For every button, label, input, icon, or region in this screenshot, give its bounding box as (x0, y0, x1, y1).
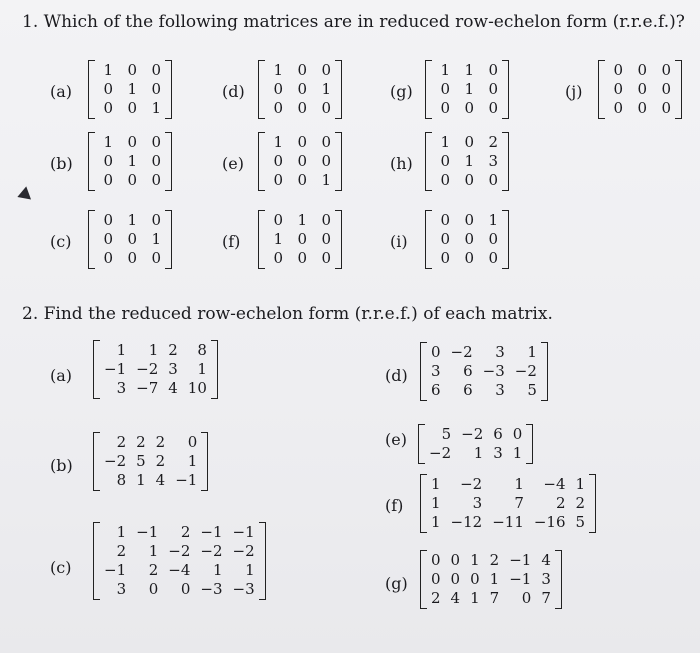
matrix-entry: 0 (321, 230, 331, 248)
matrix-entry: 2 (168, 341, 178, 359)
matrix-entry: 0 (127, 133, 137, 151)
matrix-entry: 2 (180, 523, 191, 541)
matrix-entry: 0 (661, 80, 671, 98)
matrix-entry: 0 (440, 230, 450, 248)
matrix-entry: 0 (440, 99, 450, 117)
matrix-entry: 1 (440, 133, 450, 151)
matrix-entry: 0 (297, 61, 307, 79)
matrix-entry: 0 (321, 99, 331, 117)
q2-matrix-d (420, 342, 548, 401)
q1-label-e: (e) (222, 154, 244, 173)
matrix-entry: 7 (514, 494, 524, 512)
matrix-entry: −2 (200, 542, 223, 560)
matrix-entry: −1 (509, 570, 532, 588)
matrix-entry: 2 (555, 494, 566, 512)
matrix-entry: 1 (470, 589, 480, 607)
matrix-entry: −2 (460, 475, 483, 493)
matrix-entry: 8 (116, 471, 127, 489)
matrix-entry: 1 (488, 211, 498, 229)
matrix-entry: 5 (136, 452, 146, 470)
matrix-entry: 0 (512, 425, 523, 443)
q1-label-i: (i) (390, 232, 408, 251)
q1-matrix-e (258, 132, 342, 191)
matrix-entry: 6 (493, 425, 503, 443)
matrix-entry: 0 (297, 230, 307, 248)
q2-matrix-a (93, 340, 218, 399)
matrix-entry: 0 (488, 99, 498, 117)
matrix-entry: 0 (148, 580, 159, 598)
q2-matrix-b (93, 432, 208, 491)
matrix-entry: 1 (127, 80, 137, 98)
matrix-entry: 3 (488, 152, 498, 170)
matrix-entry: 10 (187, 379, 207, 397)
matrix-entry: 0 (151, 61, 161, 79)
matrix-entry: −2 (104, 452, 127, 470)
matrix-entry: 0 (521, 589, 532, 607)
matrix-entry: −3 (232, 580, 255, 598)
matrix-entry: 6 (463, 381, 473, 399)
matrix-entry: −2 (232, 542, 255, 560)
matrix-entry: 0 (464, 171, 474, 189)
matrix-entry: 0 (440, 171, 450, 189)
matrix-entry: −2 (461, 425, 484, 443)
q2-label-e: (e) (385, 430, 407, 449)
matrix-entry: −1 (175, 471, 198, 489)
matrix-entry: 1 (527, 343, 537, 361)
q1-label-h: (h) (390, 154, 413, 173)
matrix-entry: 1 (512, 444, 523, 462)
matrix-entry: 0 (431, 570, 441, 588)
matrix-entry: −2 (168, 542, 191, 560)
q1-matrix-h (425, 132, 509, 191)
matrix-entry: 1 (127, 152, 137, 170)
matrix-entry: 0 (613, 80, 623, 98)
matrix-entry: 1 (116, 523, 127, 541)
matrix-entry: 7 (541, 589, 551, 607)
q2-matrix-g (420, 550, 562, 609)
matrix-entry: 2 (488, 133, 498, 151)
matrix-entry: 2 (116, 542, 127, 560)
q1-label-c: (c) (50, 232, 72, 251)
matrix-entry: 0 (273, 171, 283, 189)
q2-label-f: (f) (385, 496, 404, 515)
matrix-entry: 6 (463, 362, 473, 380)
matrix-entry: 0 (637, 99, 647, 117)
matrix-entry: −7 (136, 379, 159, 397)
matrix-entry: 0 (464, 99, 474, 117)
matrix-entry: 1 (473, 444, 484, 462)
q1-matrix-i (425, 210, 509, 269)
matrix-entry: 4 (155, 471, 166, 489)
matrix-entry: 4 (450, 589, 461, 607)
matrix-entry: 1 (187, 452, 198, 470)
matrix-entry: −2 (136, 360, 159, 378)
matrix-entry: 0 (431, 551, 441, 569)
matrix-entry: 0 (440, 152, 450, 170)
matrix-entry: 0 (297, 80, 307, 98)
matrix-entry: 0 (297, 171, 307, 189)
question-1-title: 1. Which of the following matrices are in reduced row-echelon form (r.r.e.f.)? (22, 12, 685, 32)
matrix-entry: 3 (116, 580, 127, 598)
matrix-entry: 0 (127, 249, 137, 267)
matrix-entry: −3 (482, 362, 505, 380)
q2-label-b: (b) (50, 456, 73, 475)
matrix-entry: 0 (151, 80, 161, 98)
matrix-entry: −12 (450, 513, 483, 531)
matrix-entry: 0 (297, 249, 307, 267)
q1-matrix-b (88, 132, 172, 191)
matrix-entry: 0 (103, 80, 113, 98)
matrix-entry: 0 (103, 99, 113, 117)
matrix-entry: −1 (200, 523, 223, 541)
matrix-entry: 1 (470, 551, 480, 569)
matrix-entry: 0 (488, 171, 498, 189)
matrix-entry: 1 (197, 360, 207, 378)
matrix-entry: 0 (321, 211, 331, 229)
matrix-entry: 0 (464, 249, 474, 267)
matrix-entry: −4 (543, 475, 566, 493)
q2-label-d: (d) (385, 366, 408, 385)
matrix-entry: 0 (273, 152, 283, 170)
matrix-entry: 1 (440, 61, 450, 79)
matrix-entry: 0 (187, 433, 198, 451)
matrix-entry: 0 (151, 171, 161, 189)
matrix-entry: 0 (321, 133, 331, 151)
matrix-entry: 0 (151, 211, 161, 229)
q1-matrix-a (88, 60, 172, 119)
matrix-entry: 0 (431, 343, 441, 361)
matrix-entry: 1 (431, 475, 441, 493)
matrix-entry: 0 (297, 152, 307, 170)
matrix-entry: 0 (440, 249, 450, 267)
matrix-entry: 0 (103, 211, 113, 229)
matrix-entry: 1 (245, 561, 255, 579)
matrix-entry: 1 (575, 475, 586, 493)
matrix-entry: 1 (489, 570, 500, 588)
q1-label-d: (d) (222, 82, 245, 101)
matrix-entry: −2 (429, 444, 452, 462)
matrix-entry: 1 (464, 80, 474, 98)
matrix-entry: 0 (127, 171, 137, 189)
matrix-entry: −1 (509, 551, 532, 569)
matrix-entry: 3 (472, 494, 483, 512)
matrix-entry: 3 (495, 381, 505, 399)
matrix-entry: 0 (661, 61, 671, 79)
matrix-entry: 2 (155, 452, 166, 470)
matrix-entry: 0 (297, 133, 307, 151)
matrix-entry: 0 (613, 99, 623, 117)
matrix-entry: 2 (116, 433, 127, 451)
matrix-entry: 0 (464, 133, 474, 151)
matrix-entry: 0 (488, 80, 498, 98)
matrix-entry: 1 (103, 61, 113, 79)
q1-matrix-f (258, 210, 342, 269)
matrix-entry: 0 (440, 211, 450, 229)
q2-matrix-c (93, 522, 266, 600)
matrix-entry: 0 (488, 61, 498, 79)
matrix-entry: 0 (440, 80, 450, 98)
matrix-entry: 3 (493, 444, 503, 462)
matrix-entry: 0 (273, 211, 283, 229)
matrix-entry: 0 (273, 99, 283, 117)
matrix-entry: 1 (151, 99, 161, 117)
matrix-entry: 0 (127, 99, 137, 117)
q1-label-a: (a) (50, 82, 73, 101)
q2-label-a: (a) (50, 366, 73, 385)
q2-matrix-f (420, 474, 596, 533)
matrix-entry: 1 (151, 230, 161, 248)
matrix-entry: 0 (450, 570, 461, 588)
matrix-entry: 0 (103, 152, 113, 170)
matrix-entry: 0 (450, 551, 461, 569)
matrix-entry: 1 (514, 475, 524, 493)
matrix-entry: 0 (273, 80, 283, 98)
matrix-entry: 2 (431, 589, 441, 607)
matrix-entry: 0 (297, 99, 307, 117)
matrix-entry: 2 (136, 433, 146, 451)
q1-label-g: (g) (390, 82, 413, 101)
matrix-entry: 1 (273, 61, 283, 79)
matrix-entry: 0 (151, 152, 161, 170)
matrix-entry: 0 (273, 249, 283, 267)
matrix-entry: 0 (127, 61, 137, 79)
matrix-entry: 1 (464, 152, 474, 170)
matrix-entry: 1 (136, 471, 146, 489)
matrix-entry: 3 (116, 379, 127, 397)
matrix-entry: 5 (441, 425, 452, 443)
matrix-entry: 3 (495, 343, 505, 361)
q2-label-g: (g) (385, 574, 408, 593)
matrix-entry: 0 (151, 249, 161, 267)
matrix-entry: 0 (321, 61, 331, 79)
matrix-entry: 0 (103, 249, 113, 267)
matrix-entry: 2 (489, 551, 500, 569)
q1-label-b: (b) (50, 154, 73, 173)
q1-label-f: (f) (222, 232, 241, 251)
q1-matrix-c (88, 210, 172, 269)
q1-label-j: (j) (565, 82, 583, 101)
matrix-entry: 1 (116, 341, 127, 359)
question-2-title: 2. Find the reduced row-echelon form (r.r.e.f.) of each matrix. (22, 304, 553, 324)
matrix-entry: 0 (321, 249, 331, 267)
matrix-entry: 1 (148, 341, 159, 359)
matrix-entry: −2 (514, 362, 537, 380)
matrix-entry: 0 (103, 230, 113, 248)
matrix-entry: 3 (541, 570, 551, 588)
matrix-entry: 1 (212, 561, 223, 579)
q1-matrix-g (425, 60, 509, 119)
matrix-entry: 1 (148, 542, 159, 560)
q2-label-c: (c) (50, 558, 72, 577)
matrix-entry: 5 (527, 381, 537, 399)
matrix-entry: 0 (151, 133, 161, 151)
matrix-entry: 2 (575, 494, 586, 512)
matrix-entry: 0 (464, 230, 474, 248)
matrix-entry: 0 (661, 99, 671, 117)
matrix-entry: 1 (273, 133, 283, 151)
matrix-entry: 1 (321, 171, 331, 189)
matrix-entry: 3 (168, 360, 178, 378)
matrix-entry: 0 (180, 580, 191, 598)
matrix-entry: 1 (297, 211, 307, 229)
matrix-entry: 6 (431, 381, 441, 399)
matrix-entry: 7 (489, 589, 500, 607)
matrix-entry: −1 (104, 561, 127, 579)
matrix-entry: 1 (464, 61, 474, 79)
matrix-entry: −16 (533, 513, 566, 531)
matrix-entry: 5 (575, 513, 586, 531)
q2-matrix-e (418, 424, 533, 464)
matrix-entry: −11 (492, 513, 524, 531)
matrix-entry: 1 (431, 513, 441, 531)
matrix-entry: 1 (321, 80, 331, 98)
matrix-entry: 0 (613, 61, 623, 79)
matrix-entry: 1 (127, 211, 137, 229)
matrix-entry: 0 (470, 570, 480, 588)
matrix-entry: −1 (136, 523, 159, 541)
matrix-entry: −1 (104, 360, 127, 378)
matrix-entry: 4 (168, 379, 178, 397)
matrix-entry: −3 (200, 580, 223, 598)
matrix-entry: 0 (637, 61, 647, 79)
matrix-entry: 0 (488, 230, 498, 248)
matrix-entry: 8 (197, 341, 207, 359)
q1-matrix-d (258, 60, 342, 119)
matrix-entry: 1 (103, 133, 113, 151)
matrix-entry: −1 (232, 523, 255, 541)
matrix-entry: −4 (168, 561, 191, 579)
cursor-arrow-icon (15, 186, 31, 203)
matrix-entry: 4 (541, 551, 551, 569)
matrix-entry: 0 (103, 171, 113, 189)
matrix-entry: 0 (127, 230, 137, 248)
matrix-entry: 1 (431, 494, 441, 512)
matrix-entry: 1 (273, 230, 283, 248)
matrix-entry: 0 (464, 211, 474, 229)
matrix-entry: −2 (450, 343, 473, 361)
matrix-entry: 0 (488, 249, 498, 267)
matrix-entry: 2 (155, 433, 166, 451)
q1-matrix-j (598, 60, 682, 119)
matrix-entry: 2 (148, 561, 159, 579)
matrix-entry: 3 (431, 362, 441, 380)
matrix-entry: 0 (321, 152, 331, 170)
matrix-entry: 0 (637, 80, 647, 98)
